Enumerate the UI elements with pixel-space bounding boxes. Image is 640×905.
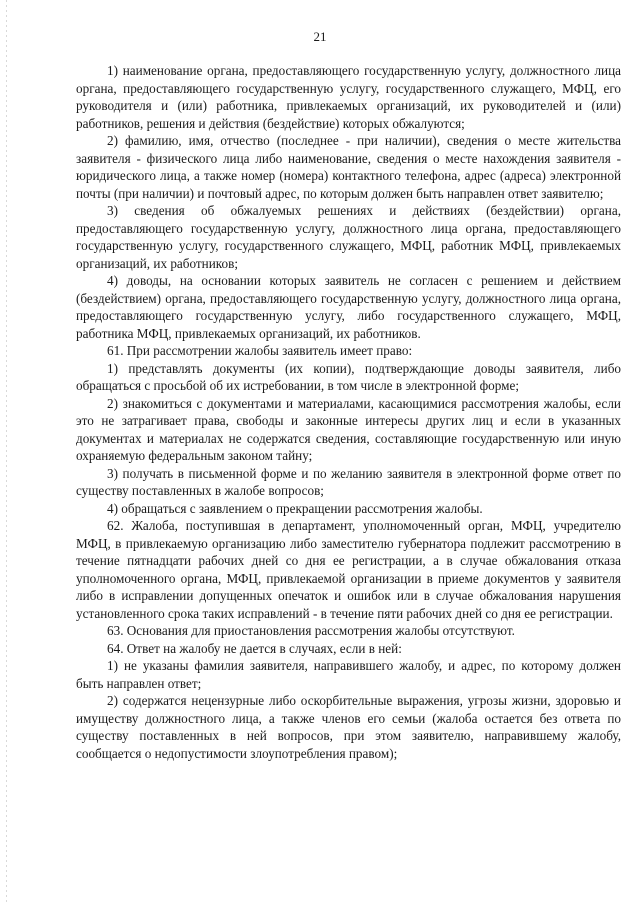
paragraph-61-3: 3) получать в письменной форме и по желанию заявителя в электронной форме ответ по существу поставленных в жалобе вопросов; <box>76 465 621 498</box>
paragraph-2: 2) фамилию, имя, отчество (последнее - при наличии), сведения о месте жительства заявителя - физического лица либо наименование, сведения о месте нахождения заявителя - юридического лица, а также номер (номера) контактного телефона, адрес (адреса) электронной почты (при наличии) и почтовый адрес, по которым должен быть направлен ответ заявителю; <box>76 133 621 201</box>
paragraph-61-1: 1) представлять документы (их копии), подтверждающие доводы заявителя, либо обращаться с просьбой об их истребовании, в том числе в электронной форме; <box>76 360 621 393</box>
paragraph-1: 1) наименование органа, предоставляющего государственную услугу, должностного лица органа, предоставляющего государственную услугу, государственного служащего, МФЦ, его руководителя и (или) работника, привлекаемых организаций, их руководителей и (или) работников, решения и действия (бездействие) которых обжалуются; <box>76 63 621 131</box>
page-number: 21 <box>313 29 327 44</box>
paragraph-61: 61. При рассмотрении жалобы заявитель имеет право: <box>107 343 413 358</box>
paragraph-64: 64. Ответ на жалобу не дается в случаях, если в ней: <box>107 640 402 656</box>
paragraph-62: 62. Жалоба, поступившая в департамент, уполномоченный орган, МФЦ, учредителю МФЦ, в привлекаемую организацию либо заместителю губернатора подлежит рассмотрению в течение пятнадцати рабочих дней со дня ее регистрации, а в случае обжалования отказа уполномоченного органа, МФЦ, привлекаемой организации в приеме документов у заявителя либо в исправлении допущенных опечаток и ошибок или в случае обжалования нарушения установленного срока таких исправлений - в течение пяти рабочих дней со дня ее регистрации. <box>76 518 621 621</box>
paragraph-3: 3) сведения об обжалуемых решениях и действиях (бездействии) органа, предоставляющего государственную услугу, должностного лица органа, предоставляющего государственную услугу, государственного служащего, МФЦ, работник МФЦ, привлекаемых организаций, их работников; <box>76 203 621 271</box>
paragraph-61-2: 2) знакомиться с документами и материалами, касающимися рассмотрения жалобы, если это не затрагивает права, свободы и законные интересы других лиц и если в указанных документах и материалах не содержатся сведения, составляющие государственную или иную охраняемую федеральным законом тайну; <box>76 395 621 463</box>
paragraph-4: 4) доводы, на основании которых заявитель не согласен с решением и действием (бездействием) органа, предоставляющего государственную услугу, должностного лица органа, предоставляющего государственную услугу, либо государственного служащего, МФЦ, работника МФЦ, привлекаемых организаций, их работников. <box>76 273 621 341</box>
paragraph-63: 63. Основания для приостановления рассмотрения жалобы отсутствуют. <box>107 623 515 638</box>
scan-edge <box>6 0 7 905</box>
paragraph-64-1: 1) не указаны фамилия заявителя, направившего жалобу, и адрес, по которому должен быть направлен ответ; <box>76 658 621 691</box>
paragraph-64-2: 2) содержатся нецензурные либо оскорбительные выражения, угрозы жизни, здоровью и имуществу должностного лица, а также членов его семьи (жалоба остается без ответа по существу поставленных в ней вопросов, при этом заявителю, направившему жалобу, сообщается о недопустимости злоупотребления правом); <box>76 693 621 761</box>
paragraph-61-4: 4) обращаться с заявлением о прекращении рассмотрения жалобы. <box>107 500 483 516</box>
document-body <box>76 62 621 762</box>
